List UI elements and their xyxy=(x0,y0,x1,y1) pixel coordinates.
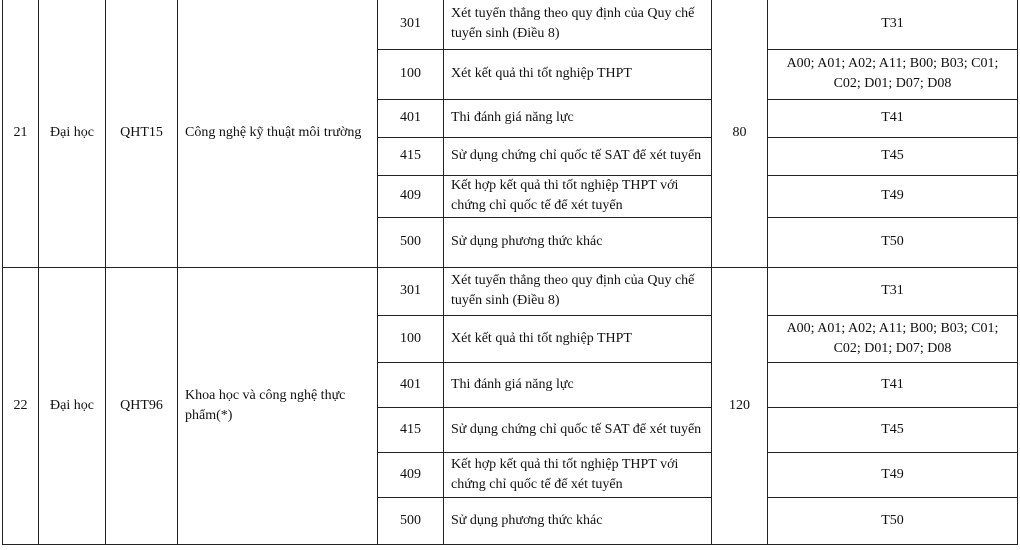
row-quota: 80 xyxy=(712,0,768,267)
row-stt: 22 xyxy=(3,267,39,544)
method-subjects: T31 xyxy=(768,267,1018,315)
method-description: Thi đánh giá năng lực xyxy=(444,362,712,407)
method-subjects: T45 xyxy=(768,407,1018,452)
method-description: Kết hợp kết quả thi tốt nghiệp THPT với chứng chỉ quốc tế để xét tuyển xyxy=(444,175,712,217)
row-level: Đại học xyxy=(39,267,106,544)
method-description: Thi đánh giá năng lực xyxy=(444,99,712,137)
method-code: 409 xyxy=(378,175,444,217)
method-code: 100 xyxy=(378,49,444,99)
method-subjects: T49 xyxy=(768,452,1018,497)
method-code: 401 xyxy=(378,362,444,407)
method-description: Sử dụng chứng chỉ quốc tế SAT để xét tuyển xyxy=(444,407,712,452)
method-subjects: T49 xyxy=(768,175,1018,217)
admissions-table xyxy=(2,0,1018,545)
method-subjects: T50 xyxy=(768,217,1018,267)
method-description: Xét kết quả thi tốt nghiệp THPT xyxy=(444,315,712,362)
method-subjects: T41 xyxy=(768,99,1018,137)
method-code: 401 xyxy=(378,99,444,137)
method-subjects: T50 xyxy=(768,497,1018,544)
row-quota: 120 xyxy=(712,267,768,544)
method-subjects: T45 xyxy=(768,137,1018,175)
row-program-name: Công nghệ kỹ thuật môi trường xyxy=(178,0,378,267)
row-level: Đại học xyxy=(39,0,106,267)
method-code: 409 xyxy=(378,452,444,497)
method-code: 500 xyxy=(378,217,444,267)
row-program-code: QHT15 xyxy=(106,0,178,267)
method-code: 301 xyxy=(378,0,444,49)
method-description: Xét kết quả thi tốt nghiệp THPT xyxy=(444,49,712,99)
method-code: 415 xyxy=(378,137,444,175)
method-description: Xét tuyển thẳng theo quy định của Quy chế tuyển sinh (Điều 8) xyxy=(444,267,712,315)
method-code: 100 xyxy=(378,315,444,362)
method-description: Kết hợp kết quả thi tốt nghiệp THPT với chứng chỉ quốc tế để xét tuyển xyxy=(444,452,712,497)
method-code: 500 xyxy=(378,497,444,544)
method-code: 301 xyxy=(378,267,444,315)
row-stt: 21 xyxy=(3,0,39,267)
method-description: Sử dụng phương thức khác xyxy=(444,497,712,544)
method-subjects: A00; A01; A02; A11; B00; B03; C01; C02; D01; D07; D08 xyxy=(768,49,1018,99)
method-subjects: A00; A01; A02; A11; B00; B03; C01; C02; D01; D07; D08 xyxy=(768,315,1018,362)
method-code: 415 xyxy=(378,407,444,452)
method-description: Sử dụng phương thức khác xyxy=(444,217,712,267)
method-subjects: T41 xyxy=(768,362,1018,407)
method-description: Xét tuyển thẳng theo quy định của Quy chế tuyển sinh (Điều 8) xyxy=(444,0,712,49)
method-description: Sử dụng chứng chỉ quốc tế SAT để xét tuyển xyxy=(444,137,712,175)
method-subjects: T31 xyxy=(768,0,1018,49)
row-program-code: QHT96 xyxy=(106,267,178,544)
row-program-name: Khoa học và công nghệ thực phẩm(*) xyxy=(178,267,378,544)
